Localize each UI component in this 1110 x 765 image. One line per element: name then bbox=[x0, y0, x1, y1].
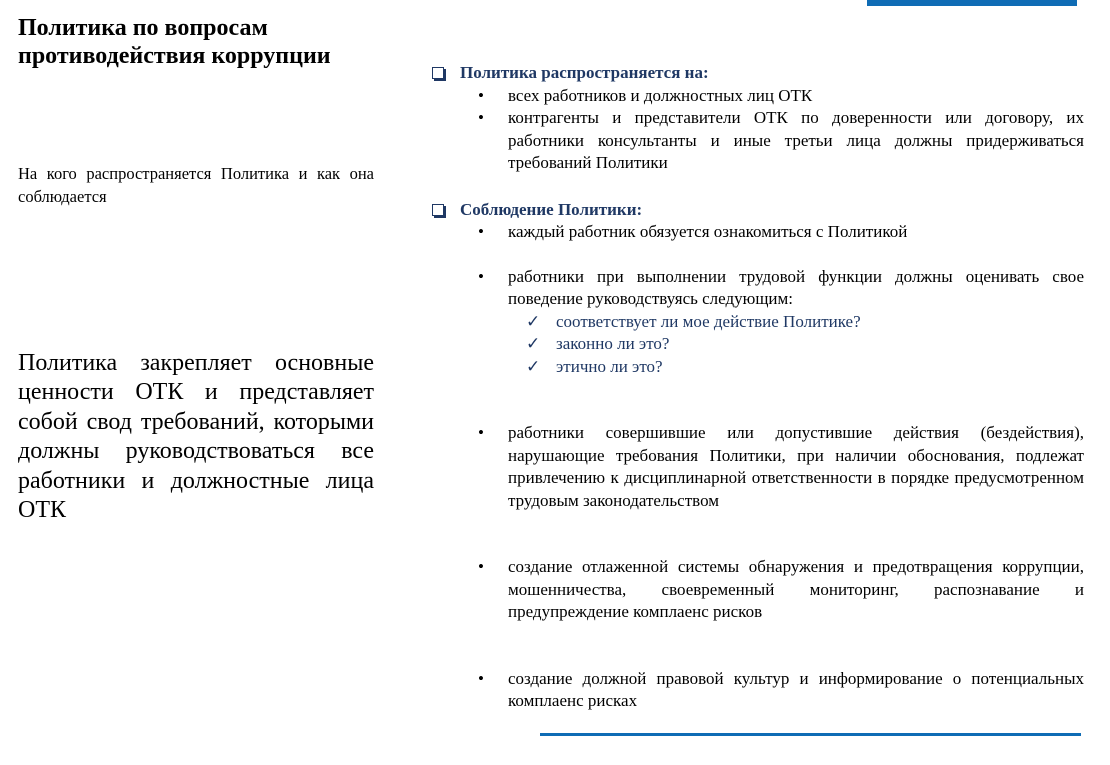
bottom-accent-line bbox=[540, 733, 1081, 736]
list-item-text: всех работников и должностных лиц ОТК bbox=[508, 85, 813, 105]
section-heading-compliance bbox=[430, 199, 1084, 222]
square-checkbox-icon bbox=[432, 204, 444, 216]
bullet-icon: • bbox=[478, 108, 484, 127]
check-item-text: соответствует ли мое действие Политике? bbox=[556, 311, 861, 331]
section-heading-label: Соблюдение Политики: bbox=[460, 199, 643, 219]
bullet-icon: • bbox=[478, 222, 484, 241]
check-list bbox=[508, 311, 1084, 379]
list-item bbox=[430, 668, 1084, 713]
top-accent-bar bbox=[867, 0, 1077, 6]
list-item-text: создание отлаженной системы обнаружения и предотвращения коррупции, мошенничества, своевременный мониторинг, распознавание и предупреждение комплаенс рисков bbox=[508, 557, 1084, 621]
list-item-text: контрагенты и представители ОТК по доверенности или договору, их работники консультанты и иные третьи лица должны придерживаться требований Политики bbox=[508, 108, 1084, 172]
compliance-list bbox=[430, 221, 1084, 713]
list-item bbox=[430, 422, 1084, 512]
check-item bbox=[508, 333, 1084, 356]
section-heading-scope bbox=[430, 62, 1084, 85]
checkmark-icon: ✓ bbox=[526, 311, 541, 331]
list-item bbox=[430, 556, 1084, 624]
check-item bbox=[508, 356, 1084, 379]
bullet-icon: • bbox=[478, 557, 484, 576]
square-checkbox-icon bbox=[432, 67, 444, 79]
list-item bbox=[430, 221, 1084, 244]
check-item bbox=[508, 311, 1084, 334]
checkmark-icon: ✓ bbox=[526, 334, 541, 353]
list-item bbox=[430, 107, 1084, 175]
content-panel bbox=[430, 62, 1084, 713]
bullet-icon: • bbox=[478, 423, 484, 442]
list-item-text: каждый работник обязуется ознакомиться с Политикой bbox=[508, 222, 908, 241]
bullet-icon: • bbox=[478, 266, 484, 286]
list-item-text: работники при выполнении трудовой функции должны оценивать свое поведение руководствуясь следующим: bbox=[508, 266, 1084, 308]
check-item-text: законно ли это? bbox=[556, 334, 670, 353]
list-item-text: работники совершившие или допустившие действия (бездействия), нарушающие требования Политики, при наличии обоснования, подлежат привлечению к дисциплинарной ответственности в порядке предусмотренном трудовым законодательством bbox=[508, 423, 1084, 510]
section-heading-label: Политика распространяется на: bbox=[460, 63, 709, 82]
policy-statement: Политика закрепляет основные ценности ОТК и представляет собой свод требований, которыми должны руководствоваться все работники и должностные лица ОТК bbox=[18, 350, 374, 524]
scope-list bbox=[430, 85, 1084, 175]
list-item bbox=[430, 85, 1084, 108]
page-title: Политика по вопросам противодействия коррупции bbox=[18, 15, 331, 69]
subtitle: На кого распространяется Политика и как она соблюдается bbox=[18, 164, 374, 206]
bullet-icon: • bbox=[478, 668, 484, 688]
list-item-text: создание должной правовой культур и информирование о потенциальных комплаенс рисках bbox=[508, 668, 1084, 710]
checkmark-icon: ✓ bbox=[526, 356, 541, 376]
list-item bbox=[430, 266, 1084, 379]
bullet-icon: • bbox=[478, 85, 484, 105]
check-item-text: этично ли это? bbox=[556, 356, 663, 376]
